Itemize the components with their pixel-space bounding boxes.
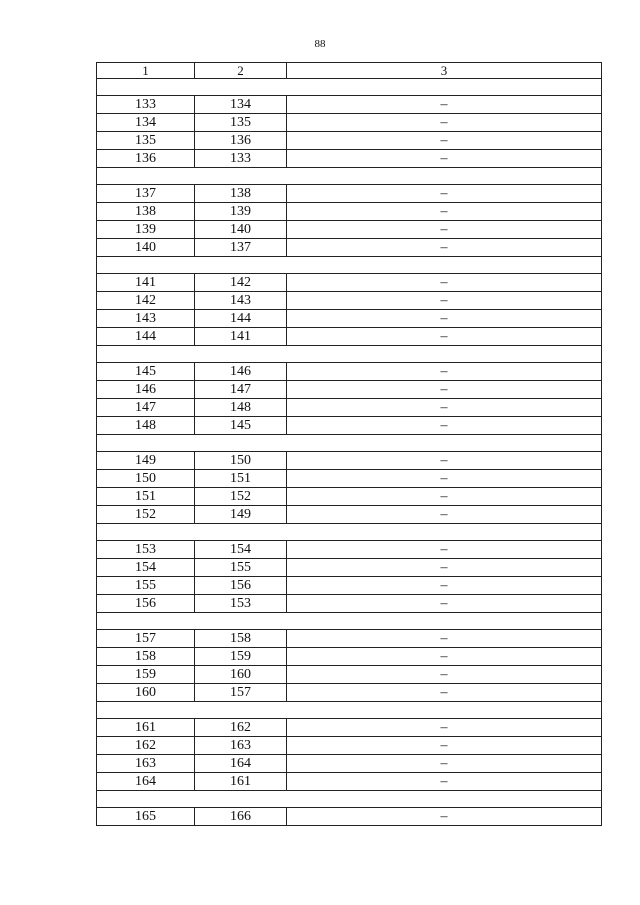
table-cell-col-1: 152 [97, 506, 195, 524]
table-cell-col-2: 150 [195, 452, 287, 470]
table-cell-col-3: – [287, 737, 602, 755]
table-cell-col-3: – [287, 684, 602, 702]
table-cell-col-1: 139 [97, 221, 195, 239]
table-cell-col-1: 141 [97, 274, 195, 292]
table-row [97, 808, 602, 826]
table-cell-col-3: – [287, 292, 602, 310]
table-cell-col-2: 139 [195, 203, 287, 221]
group-separator-cell [97, 257, 602, 274]
table-cell-col-3: – [287, 221, 602, 239]
table-cell-col-2: 163 [195, 737, 287, 755]
table-cell-col-3: – [287, 185, 602, 203]
table-row [97, 719, 602, 737]
table-cell-col-1: 156 [97, 595, 195, 613]
table-row [97, 363, 602, 381]
table-row [97, 506, 602, 524]
table-cell-col-3: – [287, 381, 602, 399]
table-cell-col-1: 150 [97, 470, 195, 488]
table-cell-col-1: 146 [97, 381, 195, 399]
table-row [97, 292, 602, 310]
table-cell-col-3: – [287, 399, 602, 417]
page-number: 88 [314, 38, 326, 50]
table-row [97, 773, 602, 791]
table-cell-col-1: 148 [97, 417, 195, 435]
table-cell-col-3: – [287, 96, 602, 114]
table-cell-col-2: 164 [195, 755, 287, 773]
table-cell-col-2: 141 [195, 328, 287, 346]
table-cell-col-2: 161 [195, 773, 287, 791]
table-cell-col-1: 133 [97, 96, 195, 114]
table-cell-col-3: – [287, 630, 602, 648]
column-header-3: 3 [287, 63, 602, 79]
table-cell-col-2: 160 [195, 666, 287, 684]
table-cell-col-3: – [287, 559, 602, 577]
table-cell-col-2: 133 [195, 150, 287, 168]
table-cell-col-3: – [287, 470, 602, 488]
table-row [97, 132, 602, 150]
group-separator-cell [97, 79, 602, 96]
table-cell-col-2: 159 [195, 648, 287, 666]
table-body [97, 63, 602, 826]
table-row [97, 203, 602, 221]
table-cell-col-3: – [287, 239, 602, 257]
table-cell-col-2: 140 [195, 221, 287, 239]
table-row [97, 417, 602, 435]
table-cell-col-2: 143 [195, 292, 287, 310]
table-cell-col-2: 162 [195, 719, 287, 737]
table-row [97, 595, 602, 613]
table-cell-col-1: 157 [97, 630, 195, 648]
table-cell-col-1: 151 [97, 488, 195, 506]
table-cell-col-2: 142 [195, 274, 287, 292]
group-separator-cell [97, 435, 602, 452]
table-cell-col-2: 147 [195, 381, 287, 399]
table-cell-col-2: 155 [195, 559, 287, 577]
table-cell-col-2: 144 [195, 310, 287, 328]
table-row [97, 96, 602, 114]
table-row [97, 666, 602, 684]
table-cell-col-3: – [287, 577, 602, 595]
group-separator-cell [97, 613, 602, 630]
table-cell-col-2: 153 [195, 595, 287, 613]
table-cell-col-1: 164 [97, 773, 195, 791]
table-cell-col-2: 135 [195, 114, 287, 132]
table-cell-col-1: 136 [97, 150, 195, 168]
table-row [97, 221, 602, 239]
table-cell-col-3: – [287, 506, 602, 524]
table-row [97, 737, 602, 755]
table-cell-col-2: 136 [195, 132, 287, 150]
table-cell-col-1: 158 [97, 648, 195, 666]
table-cell-col-3: – [287, 452, 602, 470]
table-cell-col-1: 145 [97, 363, 195, 381]
table-header-row [97, 63, 602, 79]
table-cell-col-1: 159 [97, 666, 195, 684]
table-cell-col-1: 134 [97, 114, 195, 132]
group-separator-cell [97, 702, 602, 719]
table-cell-col-3: – [287, 808, 602, 826]
table-cell-col-1: 138 [97, 203, 195, 221]
table-row [97, 185, 602, 203]
table-cell-col-1: 135 [97, 132, 195, 150]
column-header-2: 2 [195, 63, 287, 79]
table-cell-col-2: 156 [195, 577, 287, 595]
table-cell-col-1: 153 [97, 541, 195, 559]
table-cell-col-3: – [287, 417, 602, 435]
group-separator-row [97, 79, 602, 96]
table-cell-col-1: 140 [97, 239, 195, 257]
table-cell-col-1: 163 [97, 755, 195, 773]
group-separator-row [97, 257, 602, 274]
table-cell-col-2: 166 [195, 808, 287, 826]
table-row [97, 150, 602, 168]
column-header-1: 1 [97, 63, 195, 79]
table-cell-col-2: 148 [195, 399, 287, 417]
table-cell-col-3: – [287, 719, 602, 737]
table-cell-col-2: 146 [195, 363, 287, 381]
group-separator-cell [97, 346, 602, 363]
table-row [97, 488, 602, 506]
table-cell-col-2: 158 [195, 630, 287, 648]
group-separator-row [97, 346, 602, 363]
table-cell-col-3: – [287, 150, 602, 168]
data-table [96, 62, 602, 826]
table-row [97, 630, 602, 648]
table-row [97, 381, 602, 399]
table-cell-col-3: – [287, 328, 602, 346]
table-cell-col-3: – [287, 114, 602, 132]
table-cell-col-2: 151 [195, 470, 287, 488]
table-cell-col-1: 137 [97, 185, 195, 203]
table-cell-col-1: 147 [97, 399, 195, 417]
table-row [97, 559, 602, 577]
group-separator-row [97, 524, 602, 541]
table-cell-col-3: – [287, 310, 602, 328]
table-cell-col-3: – [287, 648, 602, 666]
table-cell-col-2: 137 [195, 239, 287, 257]
table-row [97, 114, 602, 132]
table-row [97, 399, 602, 417]
table-row [97, 452, 602, 470]
table-row [97, 274, 602, 292]
table-cell-col-2: 149 [195, 506, 287, 524]
table-row [97, 328, 602, 346]
table-cell-col-3: – [287, 595, 602, 613]
table-row [97, 239, 602, 257]
table-cell-col-2: 134 [195, 96, 287, 114]
group-separator-cell [97, 524, 602, 541]
table-row [97, 470, 602, 488]
table-cell-col-2: 152 [195, 488, 287, 506]
group-separator-row [97, 435, 602, 452]
table-cell-col-2: 138 [195, 185, 287, 203]
table-cell-col-1: 154 [97, 559, 195, 577]
table-cell-col-2: 154 [195, 541, 287, 559]
table-cell-col-3: – [287, 541, 602, 559]
table-cell-col-3: – [287, 755, 602, 773]
table-cell-col-3: – [287, 363, 602, 381]
group-separator-cell [97, 168, 602, 185]
table-cell-col-1: 142 [97, 292, 195, 310]
table-cell-col-1: 165 [97, 808, 195, 826]
table-row [97, 310, 602, 328]
table-cell-col-1: 162 [97, 737, 195, 755]
table-cell-col-1: 155 [97, 577, 195, 595]
table-cell-col-3: – [287, 132, 602, 150]
table-cell-col-1: 144 [97, 328, 195, 346]
group-separator-cell [97, 791, 602, 808]
table-cell-col-1: 149 [97, 452, 195, 470]
table-cell-col-3: – [287, 203, 602, 221]
table-cell-col-1: 161 [97, 719, 195, 737]
table-cell-col-2: 145 [195, 417, 287, 435]
group-separator-row [97, 702, 602, 719]
table-cell-col-1: 143 [97, 310, 195, 328]
table-cell-col-3: – [287, 666, 602, 684]
table-cell-col-2: 157 [195, 684, 287, 702]
group-separator-row [97, 613, 602, 630]
table-row [97, 755, 602, 773]
table-row [97, 577, 602, 595]
table-cell-col-3: – [287, 488, 602, 506]
group-separator-row [97, 791, 602, 808]
table-cell-col-3: – [287, 274, 602, 292]
table-cell-col-3: – [287, 773, 602, 791]
table-row [97, 684, 602, 702]
table-row [97, 541, 602, 559]
table-row [97, 648, 602, 666]
table-cell-col-1: 160 [97, 684, 195, 702]
group-separator-row [97, 168, 602, 185]
